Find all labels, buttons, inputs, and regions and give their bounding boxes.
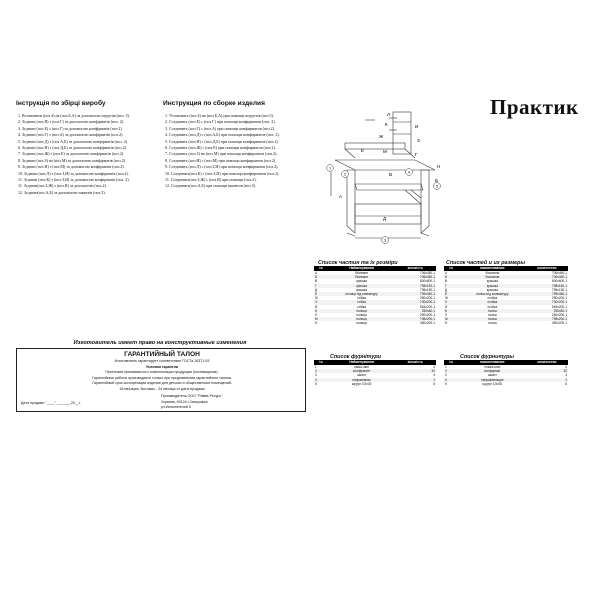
parts-ua-table [314,266,436,326]
table-cell: 800x600-1 [551,279,567,284]
table-cell: конфірмант [329,369,395,373]
table-cell: конфирмат [459,369,526,373]
warranty-conditions [17,359,307,393]
table-cell: кришка [356,287,367,292]
parts-ua-title: Список частин та іх розміри [318,260,398,266]
table-cell: стійка [329,300,395,304]
instruction-step: 8. Зєднати (поз.З) на (поз.М) за допомогою конфірматів (поз.2). [18,157,127,163]
table-cell: 250x82-1 [526,309,568,313]
table-header: № [444,360,459,365]
left-panel [347,170,355,233]
instruction-step: 6. Зєднати (поз.Н) з (поз.Д,Б) за допомогою конфірматів (поз.2). [18,145,128,151]
table-cell: стойка [487,304,498,309]
table-cell: 4 [433,365,435,369]
instruction-step: 12. Зєднати(поз.А,Б) за допомогою шкантів (поз.3). [18,189,106,195]
instruction-step: 8. Соединить (поз.Н) с (поз.М) при помощи конфирматов (поз.2). [165,157,277,163]
table-cell: 3 [315,373,317,378]
table-cell: 800x600-1 [419,279,435,284]
table-cell: З [314,300,329,304]
instruction-step: 2. Соединить (поз.Е) с (поз.Г) при помощи конфирматов (поз. 2). [165,119,276,125]
instruction-step: 11. Зєднати(поз.З,Ж) з (поз.В) за допомогою (поз.2). [18,183,107,189]
producer-info [161,394,301,411]
instruction-step: 6. Соединить (поз.Ж) с (поз.Е) при помощи конфирматов (поз.2). [165,145,276,151]
svg-text:1: 1 [328,166,332,171]
table-cell: 2 [444,369,459,373]
table-header: количество [526,360,568,365]
table-cell: 798x150-1 [551,287,567,292]
table-cell: полиця [329,309,395,313]
table-cell: 799x450-1 [526,292,568,296]
instruction-step: 7. Зєднати (поз.Ж) з (поз.Е) за допомогою конфірматів (поз.2). [18,151,125,157]
label-v: В [389,172,393,177]
ru-instructions-list [165,113,307,190]
table-cell: 3 [445,373,447,378]
table-cell: 6 [433,381,435,386]
warranty-line: 18 месяцев, бытовых - 24 месяца от даты продажи [119,386,205,391]
table-cell: 798x200-1 [526,317,568,321]
table-cell: полка [459,317,526,321]
table-cell: 2 [314,369,329,373]
brand-title: Практик [490,95,579,119]
table-header: № [444,266,459,271]
table-cell: стійка [357,304,366,309]
warranty-line: Изготовитель гарантирует соответствие ГОСТа 16371-93 [114,359,210,363]
table-cell: ножка-шип [484,365,501,369]
table-cell: шкант [487,373,497,378]
table-cell: А [315,271,318,275]
instruction-step: 11. Соединить(поз.З,Ж) с (поз.В) при помощи (поз.2). [165,177,257,183]
label-m: М [383,149,387,154]
ru-instructions-title: Инструкция по сборке изделия [163,100,265,107]
label-zh: Ж [379,134,384,139]
instruction-step: 1. Установить (поз.4) на (поз.Б,А) при помощи шурупов (поз.5). [165,113,274,118]
table-cell: 798x150-1 [526,284,568,288]
table-cell: Б [444,275,459,279]
table-cell: Н [315,321,318,326]
instruction-step: 10. Зєднати (поз.Л) з (поз.З,И) за допомогою конфірматів (поз.2). [18,170,129,176]
table-cell: боковина [485,271,500,275]
design-change-notice: Изготовитель имеет право на конструктивные изменения [73,340,247,346]
table-cell: 564x200-1 [551,304,567,309]
table-cell: 4 [565,373,567,378]
hw-ru-title: Список фурнитуры [460,354,515,360]
table-cell: Д [315,287,318,292]
svg-text:5: 5 [435,184,439,189]
table-row [314,382,436,386]
table-cell: кришка [356,279,367,284]
instruction-step: 11. Зєднати (поз.К) з (поз.З,И) за допомогою конфірматів (поз. 2). [18,177,130,183]
instruction-step: 12. Соединить(поз.А,Б) при помощи шкантов (поз.3). [165,183,256,189]
table-cell: Л [315,313,318,318]
table-row [314,321,436,325]
table-cell: 250x200-1 [551,313,567,318]
table-cell: стійка [357,296,366,301]
table-cell: бічевини [355,271,369,275]
label-n: Н [437,164,441,169]
warranty-line: Претензии принимаются к комплектации продукции (поставщиком). [105,370,219,375]
table-cell: бічевини [329,275,395,279]
hw-ru-table [444,360,568,386]
instruction-step: 7. Соединить (поз.З) на (поз.М) при помощи конфирматов (поз.2). [165,151,278,157]
hw-ua-title: Список фурнітури [330,354,381,360]
table-cell: Н [445,321,448,326]
label-d: Д [383,216,387,221]
label-k: К [385,122,388,127]
table-cell: 700x200-1 [395,300,436,304]
table-cell: Г [444,284,459,288]
table-cell: 280x200-1 [551,296,567,301]
label-l: Л [387,112,391,117]
table-cell: 5 [315,381,317,386]
table-cell: 5 [445,381,447,386]
table-cell: крышка [486,279,498,284]
instruction-step: 4. Соединить (поз.Д) с (поз.А,Б) при помощи конфирматов (поз. 2). [165,132,280,138]
table-header: наименование [459,266,526,271]
table-cell: 706x450-1 [551,271,567,275]
table-cell: 32 [526,369,568,373]
table-cell: направляющие [459,378,526,382]
instruction-step: 2. Зєднати (поз.В) з (поз.Г) за допомогою конфірматів (поз. 2). [18,119,125,125]
table-header: № [314,360,329,365]
table-cell: 706x450-1 [526,275,568,279]
table-cell: полка под клавиатуру [459,292,526,296]
table-cell: шуруп 3,5х30 [351,381,372,386]
ua-instructions-title: Інструкція по збірці виробу [16,100,106,107]
table-cell: стойка [459,300,526,304]
table-cell: 706x450-1 [419,271,435,275]
table-cell: М [314,317,329,321]
instruction-step: 3. Соединить (поз.Г) с (поз.А) при помощи конфирматов (поз.2). [165,125,276,131]
instruction-step: 10. Соединить(поз.К) с (поз.З,И) при помощи конфирматов (поз.2). [165,170,280,176]
table-cell: 700x200-1 [526,300,568,304]
svg-text:3: 3 [383,238,387,243]
table-cell: К [314,309,329,313]
table-cell: Е [314,292,329,296]
table-header: количество [526,266,568,271]
table-header: № [314,266,329,271]
table-cell: 280x200-1 [419,296,435,301]
table-cell: боковина [459,275,526,279]
table-cell: кришка [329,284,395,288]
table-cell: 798x150-1 [395,284,436,288]
producer-line: Производитель ООО "Ривва-Ресурс" [161,394,223,398]
table-cell: 250x82-1 [395,309,436,313]
table-cell: 1 [395,378,436,382]
table-cell: Ж [445,296,448,301]
svg-text:4: 4 [407,170,411,175]
table-cell: 798x200-1 [395,317,436,321]
producer-line: ул.Испытателей 5 [161,405,191,410]
table-cell: М [444,317,459,321]
table-cell: И [315,304,318,309]
table-cell: З [444,300,459,304]
table-cell: 1 [526,378,568,382]
table-header: кількість [395,360,436,365]
table-cell: 450x200-1 [419,321,435,326]
table-cell: 798x150-1 [419,287,435,292]
table-cell: В [445,279,448,284]
table-cell: Б [314,275,329,279]
table-header: Найменування [329,266,395,271]
instruction-step: 5. Соединить (поз.Н) с (поз.Д,Б) при помощи конфирматов (поз.2). [165,138,279,144]
table-cell: 4 [314,378,329,382]
table-cell: крышка [486,287,498,292]
parts-ru-title: Список частей и их размеры [446,260,526,266]
table-cell: 1 [445,365,447,369]
table-cell: полиця [356,321,367,326]
warranty-line: Гарантийные работы производятся только при предъявлении гарантийного талона. [92,375,232,380]
table-cell: полиця [329,317,395,321]
table-cell: 799x450-1 [395,292,436,296]
table-row [444,382,568,386]
hw-ua-table [314,360,436,386]
table-header: кількість [395,266,436,271]
table-cell: 6 [565,381,567,386]
instruction-step: 5. Зєднати (поз.Д) з (поз.А,Б) за допомогою конфірматів (поз. 2). [18,138,129,144]
warranty-line: Условия гарантии [146,364,178,369]
table-cell: полиця під клавіатуру [329,292,395,296]
label-b: Б [435,178,439,183]
table-cell: 1 [315,365,317,369]
table-cell: направляючі [329,378,395,382]
table-cell: К [444,309,459,313]
table-cell: шкант [357,373,367,378]
parts-ru-table [444,266,568,326]
table-cell: 4 [444,378,459,382]
table-cell: А [445,271,448,275]
svg-text:2: 2 [343,172,347,177]
table-cell: полка [459,309,526,313]
instruction-step: 9. Зєднати (поз.Н) з (поз.М) за допомогою конфірматів (поз.2). [18,164,125,170]
table-cell: Г [314,284,329,288]
right-panel [421,170,429,233]
table-cell: 564x200-1 [419,304,435,309]
label-g: Г [415,152,418,157]
table-cell: 250x200-1 [419,313,435,318]
label-e: Е [361,148,365,153]
table-cell: 450x200-1 [551,321,567,326]
table-cell: полка [488,321,497,326]
table-cell: Е [444,292,459,296]
table-row [444,321,568,325]
table-cell: Ж [315,296,318,301]
instruction-step: 3. Зєднати (поз.Б) з (поз.Г) за допомогою конфірматів (поз.2). [18,125,123,131]
instruction-step: 1. Встановити (поз.4) на (поз.Б,А) за допомогою шурупів (поз. 5). [18,113,131,118]
table-cell: 32 [395,369,436,373]
warranty-card [16,348,306,412]
assembly-drawing [325,108,465,248]
warranty-title: ГАРАНТИЙНЫЙ ТАЛОН [124,351,200,358]
desk-top [335,160,435,170]
table-cell: 4 [433,373,435,378]
table-cell: И [445,304,448,309]
hutch-right-column [393,112,411,154]
warranty-line: Гарантийный срок эксплуатации изделия для детских и общественных помещений- [92,381,232,386]
table-header: Найменування [329,360,395,365]
table-cell: Д [445,287,448,292]
table-cell: Л [445,313,448,318]
ua-instructions-list [18,113,158,196]
table-cell: ніжка-шип [354,365,370,369]
table-cell: стойка [487,296,498,301]
table-cell: шуруп 3,5х30 [482,381,503,386]
table-cell: крышка [459,284,526,288]
table-cell: полиця [356,313,367,318]
instruction-step: 4. Зєднати (поз.Г) з (поз.А) за допомогою конфірматів (поз.2). [18,132,124,138]
sale-date: Дата продажи "____" _______20__г. [21,401,81,405]
instruction-step: 9. Соединить (поз.Л) с (поз.З,И) при помощи конфирматов (поз.2). [165,164,279,170]
table-cell: полка [488,313,497,318]
table-cell: В [315,279,318,284]
table-cell: 4 [565,365,567,369]
label-a: А [339,194,343,199]
label-i: И [415,124,419,129]
label-z: З [417,138,420,143]
table-cell: 706x450-1 [395,275,436,279]
table-header: наименование [459,360,526,365]
producer-line: Украина, 69124 г.Запорожье [161,399,208,404]
